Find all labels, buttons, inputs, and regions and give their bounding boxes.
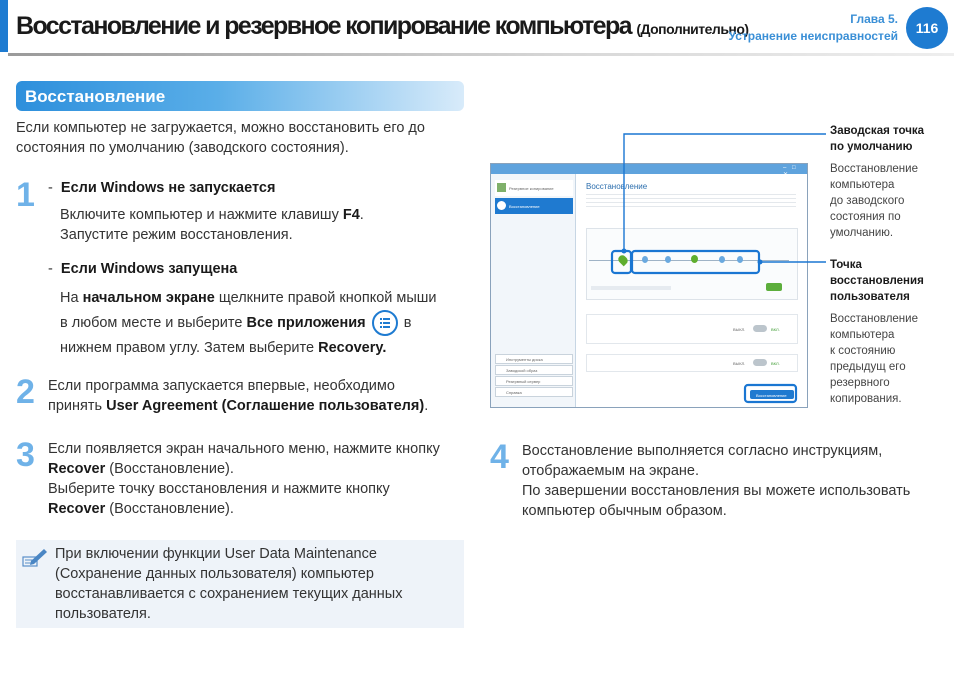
step2-body: Если программа запускается впервые, необходимо принять User Agreement (Соглашение пользователя). (48, 378, 429, 414)
note-text: При включении функции User Data Maintenance (Сохранение данных пользователя) компьютер восстанавливается с сохранением текущих данных пользователя. (55, 546, 403, 622)
step-number-3: 3 (16, 436, 35, 474)
option-row-1: ВЫКЛ. ВКЛ. (586, 314, 798, 344)
factory-point-highlight (612, 251, 631, 273)
section-intro: Если компьютер не загружается, можно восстановить его до состояния по умолчанию (заводского состояния). (16, 120, 425, 156)
factory-point-callout: Заводская точка по умолчанию Восстановление компьютера до заводского состояния по умолчанию. (830, 125, 925, 239)
sidebar-item-backup: Резервное копирование (495, 180, 573, 196)
window-controls: – □ (783, 165, 798, 171)
step-number-1: 1 (16, 176, 35, 214)
page-number-badge: 116 (906, 7, 948, 49)
step-number-2: 2 (16, 373, 35, 411)
factory-callout-line (624, 134, 826, 251)
chapter-name: Устранение неисправностей (728, 29, 898, 43)
step-number-4: 4 (490, 438, 509, 476)
step4-body: Восстановление выполняется согласно инструкциям, отображаемым на экране. По завершении восстановления вы можете использовать компьютер обычным образом. (522, 443, 911, 519)
user-point-callout: Точка восстановления пользователя Восстановление компьютера к состоянию предыдущ его резервного копирования. (830, 259, 924, 405)
step1-a-heading: - Если Windows не запускается (48, 180, 276, 196)
recover-button-highlight (745, 385, 796, 402)
step1-a-body: Включите компьютер и нажмите клавишу F4. Запустите режим восстановления. (60, 207, 364, 243)
recover-button[interactable]: Восстановление (750, 390, 794, 399)
sidebar-item-restore: Восстановление (495, 198, 573, 214)
page-title: Восстановление и резервное копирование компьютера (Дополнительно) (16, 12, 749, 40)
section-title: Восстановление (25, 87, 166, 106)
option-row-2: ВЫКЛ. ВКЛ. (586, 354, 798, 372)
app-main-title: Восстановление (586, 182, 648, 191)
page-title-suffix: (Дополнительно) (636, 21, 749, 37)
step1-b-body: На начальном экране щелкните правой кнопкой мыши в любом месте и выберите Все приложения в нижнем правом углу. Затем выберите Recovery. (60, 290, 437, 356)
step3-body: Если появляется экран начального меню, нажмите кнопку Recover (Восстановление). Выберите точку восстановления и нажмите кнопку Recover (Восстановление). (48, 441, 440, 517)
chapter-number: Глава 5. (850, 12, 898, 26)
step1-b-heading: - Если Windows запущена (48, 261, 238, 277)
user-points-highlight (632, 251, 759, 273)
recovery-app-screenshot: – □ Резервное копирование Восстановление Инструменты диска Заводской образ Резервный сервер Справка Восстановление ВЫКЛ. ВКЛ. ВЫКЛ. ВКЛ. Восстановление (490, 163, 808, 408)
